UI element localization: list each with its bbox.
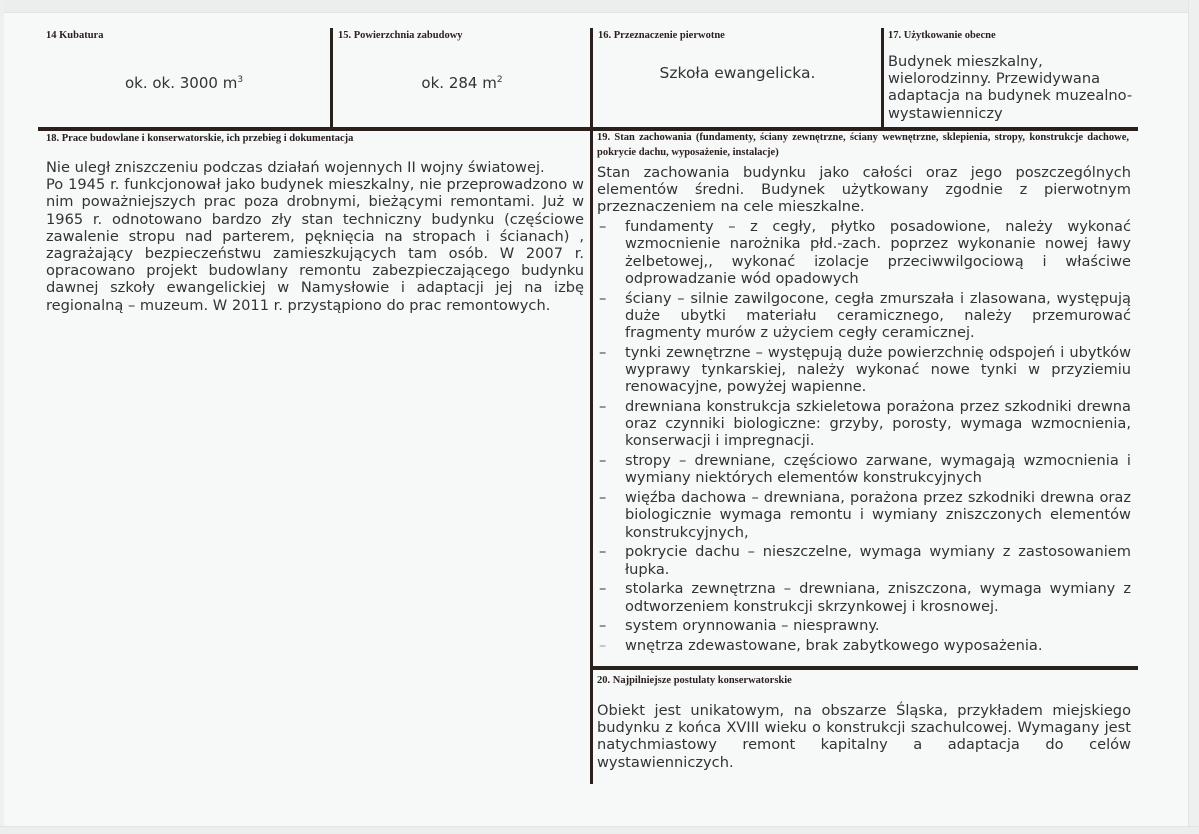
value-kubatura-text: ok. ok. 3000 m xyxy=(124,74,238,92)
stan-zachowania-list xyxy=(597,218,1131,654)
stan-zachowania-intro: Stan zachowania budynku jako całości oraz jego poszczególnych elementów średni. Budynek użytkowany zgodnie z pierwotnym przeznaczeniem na cele mieszkalne. xyxy=(597,164,1131,216)
list-item-text: pokrycie dachu – nieszczelne, wymaga wymiany z zastosowaniem łupka. xyxy=(625,543,1131,578)
postulaty-text: Obiekt jest unikatowym, na obszarze Śląska, przykładem miejskiego budynku z końca XVIII wieku o konstrukcji szachulcowej. Wymagany jest natychmiastowy remont kapitalny a adaptacja do celów wystawienniczych. xyxy=(597,702,1131,771)
label-postulaty: 20. Najpilniejsze postulaty konserwatorskie xyxy=(597,675,792,686)
dash-bullet-icon: – xyxy=(599,343,607,361)
list-item-text: stolarka zewnętrzna – drewniana, zniszczona, wymaga wymiany z odtworzeniem konstrukcji skrzynkowej i krosnowej. xyxy=(625,580,1131,615)
scan-top-edge xyxy=(0,0,1199,13)
list-item xyxy=(597,617,1131,634)
value-uzytkowanie-line: wielorodzinny. Przewidywana xyxy=(888,70,1101,88)
list-item xyxy=(597,637,1131,654)
scan-left-edge xyxy=(0,0,4,833)
stan-zachowania-text xyxy=(597,164,1131,654)
list-item xyxy=(597,489,1131,541)
scan-right-edge xyxy=(1188,0,1199,833)
list-item-text: ściany – silnie zawilgocone, cegła zmurszała i zlasowana, występują duże ubytki materiału ceramicznego, należy przemurować fragmenty murów z użyciem cegły ceramicznej. xyxy=(625,289,1131,342)
paragraph: Po 1945 r. funkcjonował jako budynek mieszkalny, nie przeprowadzono w nim poważniejszych prac poza drobnymi, bieżącymi remontami. Już w 1965 r. odnotowano bardzo zły stan techniczny budynku (częściowe zawalenie stropu nad parterem, pęknięcia na stropach i ścianach) , zagrażający bezpieczeństwu zamieszkujących tam osób. W 2007 r. opracowano projekt budowlany remontu zabezpieczającego budynku dawnej szkoły ewangelickiej w Namysłowie i adaptacji jej na izbę regionalną – muzeum. W 2011 r. przystąpiono do prac remontowych. xyxy=(46,176,584,314)
divider-19-20 xyxy=(591,666,1138,670)
list-item xyxy=(597,344,1131,396)
value-kubatura-exponent: 3 xyxy=(237,75,244,85)
value-powierzchnia xyxy=(334,74,590,92)
label-kubatura: 14 Kubatura xyxy=(46,30,104,41)
dash-bullet-icon: – xyxy=(599,452,607,470)
dash-bullet-icon: – xyxy=(599,398,607,416)
dash-bullet-icon: – xyxy=(599,543,607,561)
value-powierzchnia-exponent: 2 xyxy=(496,75,503,85)
divider-15-16 xyxy=(590,28,593,130)
list-item-text: więźba dachowa – drewniana, porażona przez szkodniki drewna oraz biologicznie wymaga remontu i wymiany zniszczonych elementów konstrukcyjnych, xyxy=(625,489,1131,541)
list-item-text: tynki zewnętrzne – występują duże powierzchnię odspojeń i ubytków wyprawy tynkarskiej, należy wykonać nowe tynki w przyziemiu renowacyjne, powyżej wapienne. xyxy=(625,343,1131,396)
dash-bullet-icon: – xyxy=(599,617,607,635)
divider-18-19 xyxy=(590,128,593,784)
list-item-text: stropy – drewniane, częściowo zarwane, wymagają wzmocnienia i wymiany niektórych elementów konstrukcyjnych xyxy=(625,452,1131,487)
value-uzytkowanie-line: wystawienniczy xyxy=(888,104,1003,122)
list-item xyxy=(597,452,1131,486)
dash-bullet-icon: – xyxy=(599,289,607,307)
list-item-text: drewniana konstrukcja szkieletowa porażona przez szkodniki drewna oraz czynniki biologiczne: grzyby, porosty, wymaga wzmocnienia, konserwacji i impregnacji. xyxy=(625,398,1131,450)
label-stan-zachowania: 19. Stan zachowania (fundamenty, ściany zewnętrzne, ściany wewnętrzne, sklepienia, stropy, konstrukcje dachowe, pokrycie dachu, wyposażenie, instalacje) xyxy=(597,132,1129,158)
dash-bullet-icon: – xyxy=(599,489,607,507)
list-item-text: system orynnowania – niesprawny. xyxy=(625,617,880,635)
list-item-text: fundamenty – z cegły, płytko posadowione, należy wykonać wzmocnienie narożnika płd.-zach. poprzez wykonanie nowej ławy żelbetowej,, wykonać izolacje przeciwwilgociową i właściwe odprowadzanie wód opadowych xyxy=(625,218,1131,287)
label-prace-budowlane: 18. Prace budowlane i konserwatorskie, ich przebieg i dokumentacja xyxy=(46,133,354,144)
list-item xyxy=(597,218,1131,287)
list-item xyxy=(597,398,1131,450)
label-uzytkowanie: 17. Użytkowanie obecne xyxy=(888,30,996,41)
value-powierzchnia-text: ok. 284 m xyxy=(421,74,497,92)
list-item-text: wnętrza zdewastowane, brak zabytkowego wyposażenia. xyxy=(625,637,1043,655)
value-kubatura xyxy=(38,74,330,92)
list-item xyxy=(597,543,1131,577)
value-uzytkowanie xyxy=(888,53,1138,122)
value-uzytkowanie-line: Budynek mieszkalny, xyxy=(888,53,1043,70)
value-uzytkowanie-line: adaptacja na budynek muzealno- xyxy=(888,87,1133,105)
dash-bullet-icon: – xyxy=(599,218,607,236)
list-item xyxy=(597,290,1131,342)
value-przeznaczenie: Szkoła ewangelicka. xyxy=(659,64,816,82)
label-powierzchnia: 15. Powierzchnia zabudowy xyxy=(338,30,463,41)
prace-budowlane-text xyxy=(46,159,584,314)
list-item xyxy=(597,580,1131,614)
dash-bullet-icon: – xyxy=(599,580,607,598)
divider-14-15 xyxy=(330,28,333,130)
divider-16-17 xyxy=(881,28,884,130)
label-przeznaczenie: 16. Przeznaczenie pierwotne xyxy=(598,30,725,41)
dash-bullet-icon: – xyxy=(599,637,607,655)
paragraph: Nie uległ zniszczeniu podczas działań wojennych II wojny światowej. xyxy=(46,159,545,176)
